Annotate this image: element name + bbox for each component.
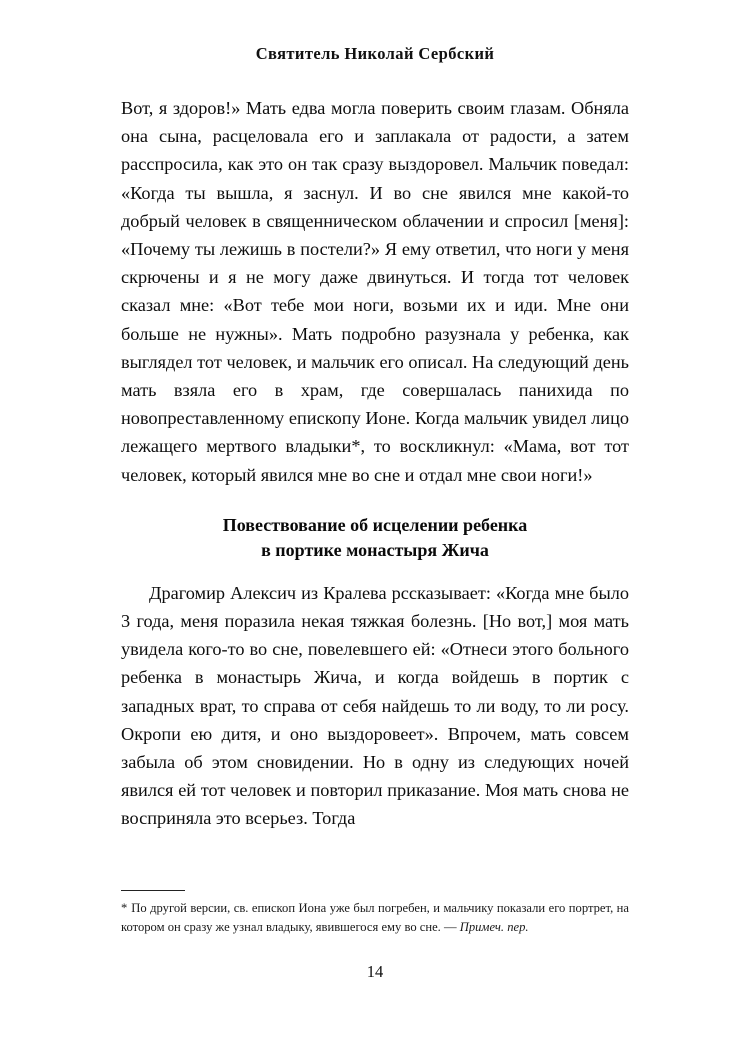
footnote-body: По другой версии, св. епископ Иона уже был погребен, и мальчику показали его портрет, на котором он сразу же узнал владыку, явившегося ему во сне. — [121,901,629,934]
body-paragraph: Драгомир Алексич из Кралева рссказывает: «Когда мне было 3 года, меня поразила некая тяжкая болезнь. [Но вот,] моя мать увидела кого-то во сне, повелевшего ей: «Отнеси этого больного ребенка в монастырь Жича, и когда войдешь в портик с западных врат, то справа от себя найдешь то ли воду, то ли росу. Окропи ею дитя, и оно выздоровеет». Впрочем, мать совсем забыла об этом сновидении. Но в одну из следующих ночей явился ей тот человек и повторил приказание. Моя мать снова не восприняла это всерьез. Тогда [121,582,629,829]
footnote-rule [121,890,185,891]
page-body [121,94,629,833]
page-number: 14 [366,962,384,981]
running-head: Святитель Николай Сербский [255,44,495,63]
section-heading-line-2: в портике монастыря Жича [261,539,489,560]
footnote-source: Примеч. пер. [459,919,529,934]
section-heading [121,513,629,563]
body-paragraph: Вот, я здоров!» Мать едва могла поверить своим глазам. Обняла она сына, расцеловала его и заплакала от радости, а затем расспросила, как это он так сразу выздоровел. Мальчик поведал: «Когда ты вышла, я заснул. И во сне явился мне какой-то добрый человек в священническом облачении и спросил [меня]: «Почему ты лежишь в постели?» Я ему ответил, что ноги у меня скрючены и я не могу даже двинуться. И тогда тот человек сказал мне: «Вот тебе мои ноги, возьми их и иди. Мне они больше не нужны». Мать подробно разузнала у ребенка, как выглядел тот человек, и мальчик его описал. На следующий день мать взяла его в храм, где совершалась панихида по новопреставленному епископу Ионе. Когда мальчик увидел лицо лежащего мертвого владыки*, то воскликнул: «Мама, вот тот человек, который явился мне во сне и отдал мне свои ноги!» [121,98,629,485]
section-heading-line-1: Повествование об исцелении ребенка [222,514,528,535]
footnote-area [121,890,629,936]
document-page [0,44,750,1044]
footnote-text [121,899,629,936]
footnote-marker: * [121,901,128,916]
